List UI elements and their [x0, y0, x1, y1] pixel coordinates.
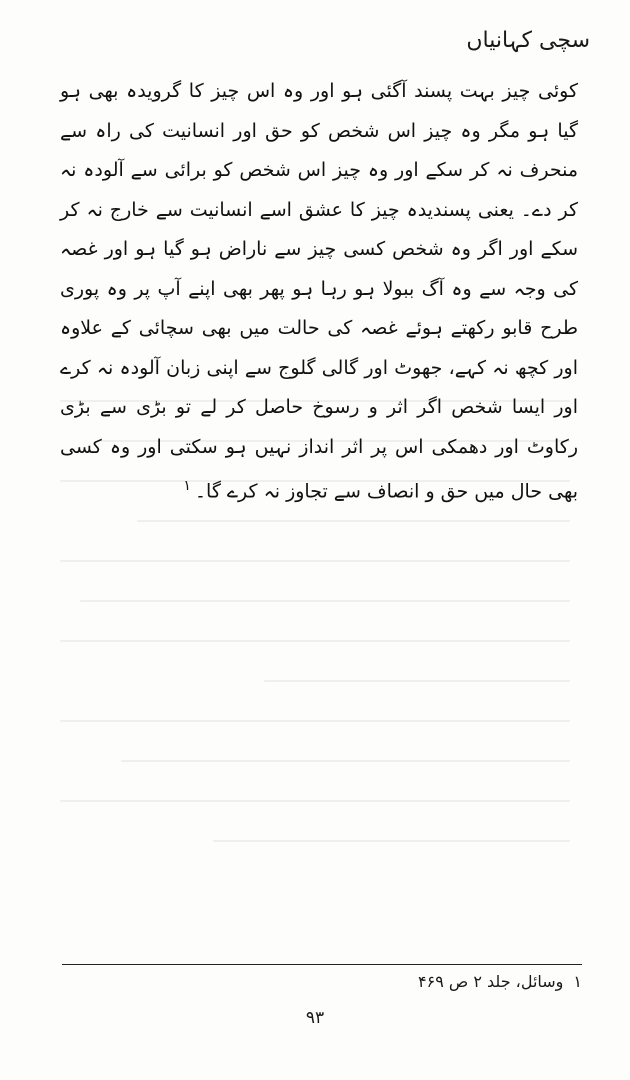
running-header-title: سچی کہانیاں	[466, 28, 590, 53]
footnote-text: وسائل، جلد ۲ ص ۴۶۹	[418, 972, 564, 991]
footnote	[418, 972, 582, 991]
footnote-reference: ۱	[183, 478, 191, 494]
page-number: ۹۳	[305, 1008, 325, 1028]
footnote-separator-line	[62, 964, 582, 965]
footnote-marker: ۱	[573, 972, 582, 991]
main-paragraph	[60, 72, 578, 512]
paragraph-text: کوئی چیز بہت پسند آگئی ہو اور وہ اس چیز کا گرویدہ بھی ہو گیا ہو مگر وہ چیز اس شخص کو حق اور انسانیت کی راہ سے منحرف نہ کر سکے اور وہ چیز اس شخص کو برائی سے آلودہ نہ کر دے۔ یعنی پسندیدہ چیز کا عشق اسے انسانیت سے خارج نہ کر سکے اور اگر وہ شخص کسی چیز سے ناراض ہو گیا ہو اور غصہ کی وجہ سے وہ آگ ببولا ہو رہا ہو پھر بھی اپنے آپ پر وہ پوری طرح قابو رکھتے ہوئے غصہ کی حالت میں بھی سچائی کے علاوہ اور کچھ نہ کہے، جھوٹ اور گالی گلوج سے اپنی زبان آلودہ نہ کرے اور ایسا شخص اگر اثر و رسوخ حاصل کر لے تو بڑی سے بڑی رکاوٹ اور دھمکی اس پر اثر انداز نہیں ہو سکتی اور وہ کسی بھی حال میں حق و انصاف سے تجاوز نہ کرے گا۔	[60, 80, 578, 503]
